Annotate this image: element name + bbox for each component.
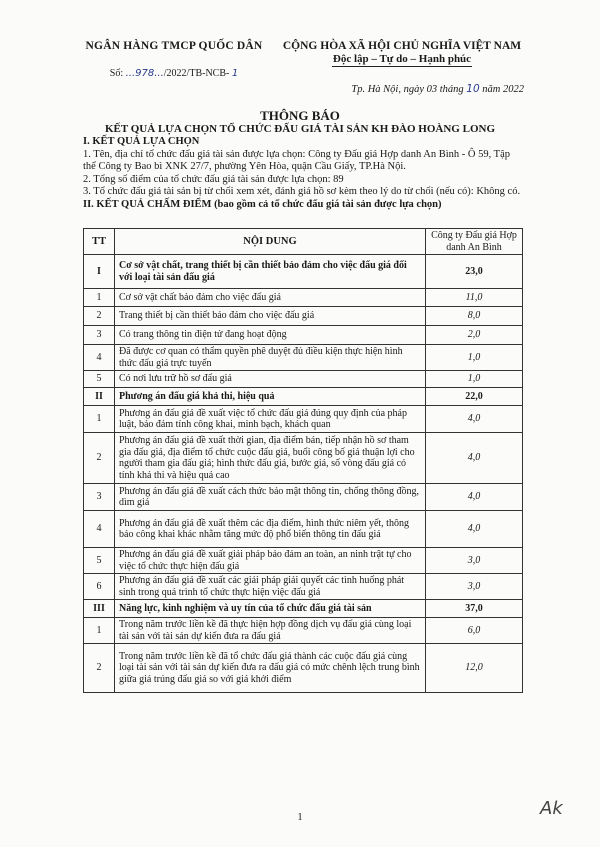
row-score: 4,0 bbox=[426, 484, 523, 511]
row-content: Phương án đấu giá khả thi, hiệu quả bbox=[115, 388, 426, 406]
table-row bbox=[84, 406, 523, 433]
row-content: Phương án đấu giá đề xuất giải pháp bảo đảm an toàn, an ninh trật tự cho việc tổ chức thực hiện đấu giá bbox=[115, 548, 426, 574]
row-score: 3,0 bbox=[426, 574, 523, 600]
row-content: Phương án đấu giá đề xuất các giải pháp giải quyết các tình huống phát sinh trong quá trình tổ chức thực hiện việc đấu giá bbox=[115, 574, 426, 600]
row-score: 4,0 bbox=[426, 433, 523, 484]
document-subtitle: KẾT QUẢ LỰA CHỌN TỔ CHỨC ĐẤU GIÁ TÀI SẢN KH ĐÀO HOÀNG LONG bbox=[104, 123, 496, 135]
row-number: 3 bbox=[84, 484, 115, 511]
row-content: Trang thiết bị cần thiết bảo đảm cho việc đấu giá bbox=[115, 307, 426, 326]
table-row bbox=[84, 618, 523, 644]
table-row bbox=[84, 388, 523, 406]
row-content: Có nơi lưu trữ hồ sơ đấu giá bbox=[115, 371, 426, 388]
col-score-header: Công ty Đấu giá Hợp danh An Bình bbox=[426, 229, 523, 255]
row-number: II bbox=[84, 388, 115, 406]
table-row bbox=[84, 433, 523, 484]
row-score: 2,0 bbox=[426, 326, 523, 345]
document-body bbox=[83, 136, 523, 211]
table-row bbox=[84, 255, 523, 289]
row-content: Đã được cơ quan có thẩm quyền phê duyệt đủ điều kiện thực hiện hình thức đấu giá trực tuyến bbox=[115, 345, 426, 371]
table-row bbox=[84, 574, 523, 600]
table-row bbox=[84, 511, 523, 548]
bank-name: NGÂN HÀNG TMCP QUỐC DÂN bbox=[85, 40, 263, 52]
row-number: 6 bbox=[84, 574, 115, 600]
row-number: 5 bbox=[84, 371, 115, 388]
row-content: Phương án đấu giá đề xuất việc tổ chức đấu giá đúng quy định của pháp luật, bảo đảm tính công khai, minh bạch, khách quan bbox=[115, 406, 426, 433]
paragraph-3: 3. Tổ chức đấu giá tài sản bị từ chối xem xét, đánh giá hồ sơ kèm theo lý do từ chối (nếu có): Không có. bbox=[83, 186, 521, 197]
row-number: 4 bbox=[84, 511, 115, 548]
section-heading-2: II. KẾT QUẢ CHẤM ĐIỂM (bao gồm cả tổ chức đấu giá tài sản được lựa chọn) bbox=[83, 198, 442, 210]
motto-underline bbox=[332, 66, 472, 67]
row-number: III bbox=[84, 600, 115, 618]
handwritten-number-tail: 1 bbox=[231, 68, 239, 79]
document-number: Số: ...978.../2022/TB-NCB- 1 bbox=[109, 68, 239, 79]
row-number: 4 bbox=[84, 345, 115, 371]
table-row bbox=[84, 644, 523, 693]
nation-name: CỘNG HÒA XÃ HỘI CHỦ NGHĨA VIỆT NAM bbox=[282, 40, 522, 52]
table-header-row bbox=[84, 229, 523, 255]
row-number: 2 bbox=[84, 644, 115, 693]
row-content: Trong năm trước liền kề đã tổ chức đấu giá thành các cuộc đấu giá cùng loại tài sản với tài sản dự kiến đưa ra đấu giá có mức chênh lệch trung bình giữa giá trúng đấu giá so với giá khởi điểm bbox=[115, 644, 426, 693]
col-content-header: NỘI DUNG bbox=[115, 229, 426, 255]
handwritten-initials: Ak bbox=[540, 798, 563, 819]
paragraph-1: 1. Tên, địa chỉ tổ chức đấu giá tài sản được lựa chọn: Công ty Đấu giá Hợp danh An Bình - Ô 59, Tập thể Công ty Bao bì XNK 27/7, phường Yên Hòa, quận Cầu Giấy, TP.Hà Nội. bbox=[83, 148, 510, 172]
scoring-table-body bbox=[84, 255, 523, 693]
document-title: THÔNG BÁO bbox=[260, 108, 340, 123]
table-row bbox=[84, 548, 523, 574]
table-row bbox=[84, 289, 523, 307]
date-line: Tp. Hà Nội, ngày 03 tháng 10 năm 2022 bbox=[351, 83, 524, 95]
row-score: 1,0 bbox=[426, 345, 523, 371]
page-number: 1 bbox=[297, 812, 303, 823]
row-content: Phương án đấu giá đề xuất cách thức bảo mật thông tin, chống thông đồng, dìm giá bbox=[115, 484, 426, 511]
row-content: Phương án đấu giá đề xuất thêm các địa điểm, hình thức niêm yết, thông báo công khai khác nhằm tăng mức độ phổ biến thông tin đấu giá bbox=[115, 511, 426, 548]
table-row bbox=[84, 307, 523, 326]
row-number: 1 bbox=[84, 618, 115, 644]
row-content: Cơ sở vật chất, trang thiết bị cần thiết bảo đảm cho việc đấu giá đối với loại tài sản đấu giá bbox=[115, 255, 426, 289]
row-content: Có trang thông tin điện tử đang hoạt động bbox=[115, 326, 426, 345]
row-content: Năng lực, kinh nghiệm và uy tín của tổ chức đấu giá tài sản bbox=[115, 600, 426, 618]
scoring-table bbox=[83, 228, 523, 693]
table-row bbox=[84, 484, 523, 511]
row-score: 6,0 bbox=[426, 618, 523, 644]
row-score: 37,0 bbox=[426, 600, 523, 618]
row-score: 3,0 bbox=[426, 548, 523, 574]
issuer-block bbox=[74, 40, 274, 79]
row-number: 1 bbox=[84, 289, 115, 307]
col-tt-header: TT bbox=[84, 229, 115, 255]
row-number: 2 bbox=[84, 433, 115, 484]
row-number: 5 bbox=[84, 548, 115, 574]
row-score: 4,0 bbox=[426, 511, 523, 548]
row-number: 2 bbox=[84, 307, 115, 326]
section-heading-1: I. KẾT QUẢ LỰA CHỌN bbox=[83, 136, 200, 147]
row-score: 22,0 bbox=[426, 388, 523, 406]
row-score: 8,0 bbox=[426, 307, 523, 326]
table-row bbox=[84, 371, 523, 388]
table-row bbox=[84, 345, 523, 371]
row-content: Phương án đấu giá đề xuất thời gian, địa điểm bán, tiếp nhận hồ sơ tham gia đấu giá, địa điểm tổ chức cuộc đấu giá, buổi công bố giá thuận lợi cho người tham gia đấu giá; hình thức đấu giá, bước giá, số vòng đấu giá có tính khả thi và hiệu quả cao bbox=[115, 433, 426, 484]
national-header bbox=[268, 40, 536, 67]
table-row bbox=[84, 326, 523, 345]
handwritten-number: ...978... bbox=[125, 68, 164, 79]
row-number: I bbox=[84, 255, 115, 289]
row-score: 11,0 bbox=[426, 289, 523, 307]
row-number: 3 bbox=[84, 326, 115, 345]
row-score: 12,0 bbox=[426, 644, 523, 693]
row-score: 1,0 bbox=[426, 371, 523, 388]
national-motto: Độc lập – Tự do – Hạnh phúc bbox=[332, 53, 472, 65]
table-row bbox=[84, 600, 523, 618]
row-number: 1 bbox=[84, 406, 115, 433]
row-score: 23,0 bbox=[426, 255, 523, 289]
row-content: Cơ sở vật chất bảo đảm cho việc đấu giá bbox=[115, 289, 426, 307]
paragraph-2: 2. Tổng số điểm của tổ chức đấu giá tài sản được lựa chọn: 89 bbox=[83, 173, 344, 185]
row-content: Trong năm trước liền kề đã thực hiện hợp đồng dịch vụ đấu giá cùng loại tài sản với tài sản dự kiến đưa ra đấu giá bbox=[115, 618, 426, 644]
row-score: 4,0 bbox=[426, 406, 523, 433]
handwritten-month: 10 bbox=[466, 83, 480, 95]
